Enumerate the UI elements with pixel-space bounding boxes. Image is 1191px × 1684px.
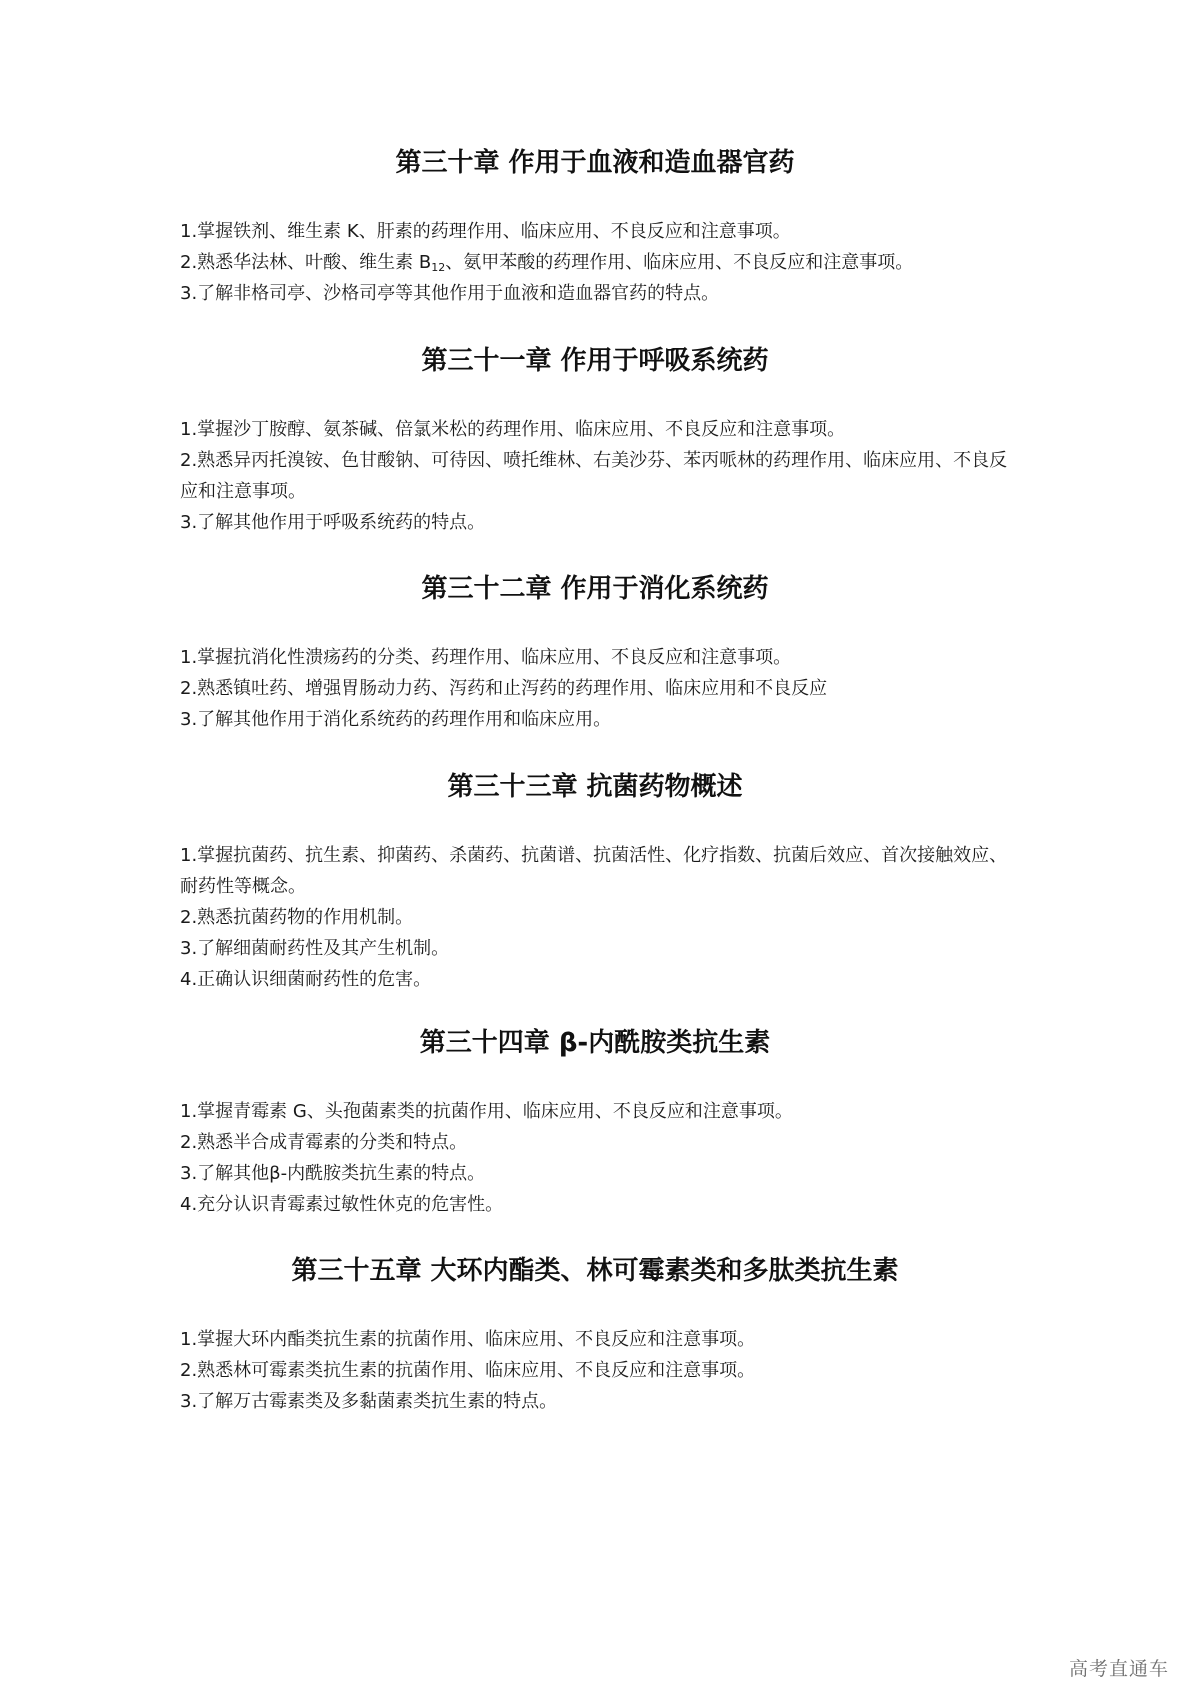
list-item: 2.熟悉林可霉素类抗生素的抗菌作用、临床应用、不良反应和注意事项。 <box>180 1360 756 1381</box>
chapter-items <box>180 1096 1010 1220</box>
list-item: 4.正确认识细菌耐药性的危害。 <box>180 969 432 990</box>
list-item: 2.熟悉异丙托溴铵、色甘酸钠、可待因、喷托维林、右美沙芬、苯丙哌林的药理作用、临床应用、不良反应和注意事项。 <box>180 450 1008 502</box>
chapter-items <box>180 840 1010 995</box>
chapter-title: 第三十一章 作用于呼吸系统药 <box>421 346 769 376</box>
chapter-items <box>180 216 1010 309</box>
chapter-35 <box>180 1254 1010 1417</box>
chapter-30 <box>180 146 1010 309</box>
list-item: 1.掌握抗菌药、抗生素、抑菌药、杀菌药、抗菌谱、抗菌活性、化疗指数、抗菌后效应、首次接触效应、耐药性等概念。 <box>180 845 1008 897</box>
list-item: 2.熟悉半合成青霉素的分类和特点。 <box>180 1132 468 1153</box>
list-item: 1.掌握大环内酯类抗生素的抗菌作用、临床应用、不良反应和注意事项。 <box>180 1329 756 1350</box>
list-item: 3.了解万古霉素类及多黏菌素类抗生素的特点。 <box>180 1391 558 1412</box>
list-item: 1.掌握抗消化性溃疡药的分类、药理作用、临床应用、不良反应和注意事项。 <box>180 647 792 668</box>
chapter-items <box>180 1324 1010 1417</box>
footer-brand-watermark: 高考直通车 <box>1068 1658 1169 1680</box>
list-item: 3.了解其他作用于呼吸系统药的特点。 <box>180 512 486 533</box>
chapter-items <box>180 642 1010 735</box>
list-item: 3.了解非格司亭、沙格司亭等其他作用于血液和造血器官药的特点。 <box>180 283 720 304</box>
chapter-34 <box>180 1026 1010 1220</box>
list-item: 2.熟悉华法林、叶酸、维生素 $B_{12}$、氨甲苯酸的药理作用、临床应用、不良反应和注意事项。 <box>180 252 914 274</box>
chapter-title: 第三十四章 β-内酰胺类抗生素 <box>419 1028 771 1058</box>
chapter-items <box>180 414 1010 538</box>
list-item: 2.熟悉抗菌药物的作用机制。 <box>180 907 414 928</box>
list-item: 1.掌握沙丁胺醇、氨茶碱、倍氯米松的药理作用、临床应用、不良反应和注意事项。 <box>180 419 846 440</box>
chapter-33 <box>180 770 1010 995</box>
list-item: 3.了解其他β-内酰胺类抗生素的特点。 <box>180 1163 486 1184</box>
list-item: 3.了解细菌耐药性及其产生机制。 <box>180 938 450 959</box>
chapter-title: 第三十五章 大环内酯类、林可霉素类和多肽类抗生素 <box>291 1256 899 1286</box>
list-item: 3.了解其他作用于消化系统药的药理作用和临床应用。 <box>180 709 612 730</box>
chapter-title: 第三十章 作用于血液和造血器官药 <box>395 148 795 178</box>
list-item: 1.掌握铁剂、维生素 K、肝素的药理作用、临床应用、不良反应和注意事项。 <box>180 221 791 242</box>
chapter-32 <box>180 572 1010 735</box>
chapter-31 <box>180 344 1010 538</box>
list-item: 4.充分认识青霉素过敏性休克的危害性。 <box>180 1194 504 1215</box>
chapter-title: 第三十三章 抗菌药物概述 <box>447 772 743 802</box>
list-item: 2.熟悉镇吐药、增强胃肠动力药、泻药和止泻药的药理作用、临床应用和不良反应 <box>180 678 828 699</box>
chapter-title: 第三十二章 作用于消化系统药 <box>421 574 769 604</box>
list-item: 1.掌握青霉素 G、头孢菌素类的抗菌作用、临床应用、不良反应和注意事项。 <box>180 1101 793 1122</box>
